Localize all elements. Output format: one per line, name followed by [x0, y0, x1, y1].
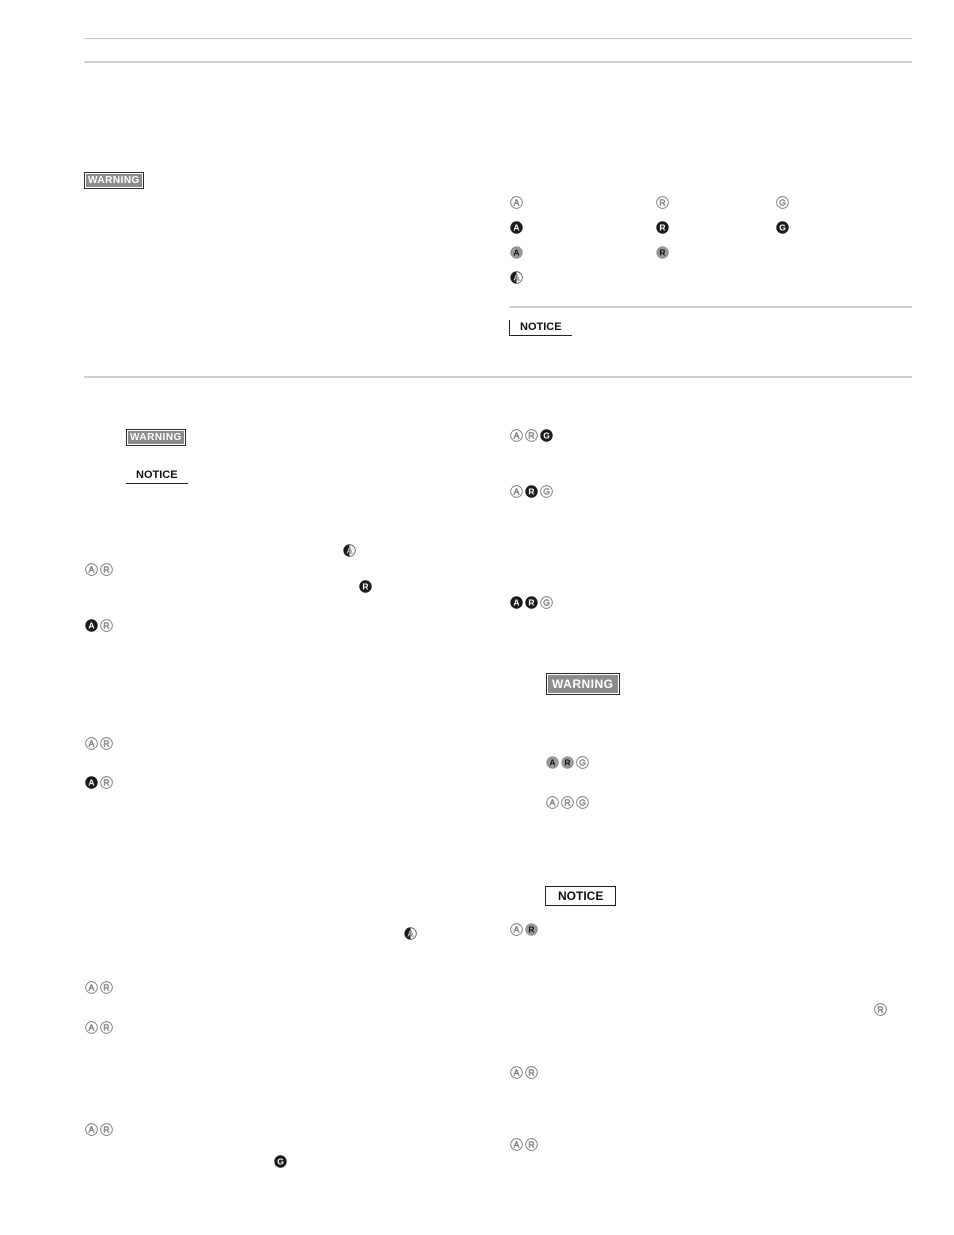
- icon-letter: A: [88, 620, 95, 631]
- header-rule-top: [84, 38, 912, 39]
- icon-letter: A: [513, 1139, 520, 1150]
- icon-letter: A: [346, 545, 353, 556]
- outline-r-icon: [561, 796, 574, 809]
- outline-g-icon: [776, 196, 789, 209]
- icon-group: [85, 563, 113, 576]
- icon-letter: R: [103, 620, 110, 631]
- solid-r-icon: [359, 580, 372, 593]
- icon-letter: A: [88, 564, 95, 575]
- outline-r-icon: [100, 737, 113, 750]
- solid-r-icon: [525, 596, 538, 609]
- icon-letter: R: [659, 197, 666, 208]
- icon-letter: A: [513, 924, 520, 935]
- icon-letter: R: [564, 757, 571, 768]
- icon-group: [546, 756, 589, 769]
- icon-letter: A: [513, 222, 520, 233]
- icon-letter: G: [277, 1156, 284, 1167]
- icon-letter: A: [513, 247, 520, 258]
- icon-letter: G: [579, 757, 586, 768]
- outline-a-icon: [510, 923, 523, 936]
- icon-letter: A: [88, 738, 95, 749]
- outline-r-icon: [525, 1066, 538, 1079]
- icon-letter: R: [103, 982, 110, 993]
- icon-letter: A: [88, 1022, 95, 1033]
- icon-letter: A: [513, 1067, 520, 1078]
- outline-r-icon: [100, 563, 113, 576]
- outline-r-icon: [525, 429, 538, 442]
- solid-g-icon: [776, 221, 789, 234]
- icon-group: [85, 737, 113, 750]
- icon-group: [546, 796, 589, 809]
- icon-group: [510, 485, 553, 498]
- icon-group: [85, 619, 113, 632]
- solid-g-icon: [274, 1155, 287, 1168]
- icon-letter: G: [543, 597, 550, 608]
- outline-r-icon: [874, 1003, 887, 1016]
- outline-a-icon: [85, 981, 98, 994]
- icon-letter: R: [528, 486, 535, 497]
- icon-letter: R: [103, 1022, 110, 1033]
- outline-a-icon: [510, 429, 523, 442]
- icon-letter: R: [564, 797, 571, 808]
- outline-a-icon: [510, 1066, 523, 1079]
- gray-a-icon: [510, 246, 523, 259]
- icon-group: [85, 1123, 113, 1136]
- outline-r-icon: [100, 1123, 113, 1136]
- icon-letter: A: [88, 982, 95, 993]
- outline-r-icon: [100, 981, 113, 994]
- solid-r-icon: [525, 485, 538, 498]
- outline-a-icon: [510, 196, 523, 209]
- icon-letter: R: [528, 597, 535, 608]
- half-a-icon: [404, 927, 417, 940]
- outline-r-icon: [656, 196, 669, 209]
- notice-label: NOTICE: [509, 320, 572, 336]
- solid-a-icon: [85, 776, 98, 789]
- gray-r-icon: [525, 923, 538, 936]
- section-divider: [84, 376, 912, 378]
- gray-a-icon: [546, 756, 559, 769]
- outline-a-icon: [510, 485, 523, 498]
- outline-a-icon: [85, 563, 98, 576]
- icon-letter: G: [779, 222, 786, 233]
- icon-letter: A: [513, 272, 520, 283]
- outline-a-icon: [85, 737, 98, 750]
- notice-label: NOTICE: [126, 469, 188, 484]
- outline-a-icon: [85, 1123, 98, 1136]
- icon-letter: G: [779, 197, 786, 208]
- icon-letter: R: [659, 247, 666, 258]
- icon-letter: A: [88, 1124, 95, 1135]
- solid-g-icon: [540, 429, 553, 442]
- icon-group: [510, 429, 553, 442]
- outline-g-icon: [576, 796, 589, 809]
- icon-letter: A: [513, 486, 520, 497]
- legend-divider: [509, 306, 912, 308]
- icon-letter: A: [88, 777, 95, 788]
- solid-a-icon: [85, 619, 98, 632]
- icon-group: [510, 923, 538, 936]
- icon-letter: G: [543, 430, 550, 441]
- icon-letter: R: [528, 1139, 535, 1150]
- solid-r-icon: [656, 221, 669, 234]
- icon-letter: R: [528, 1067, 535, 1078]
- notice-label: NOTICE: [545, 886, 616, 906]
- outline-g-icon: [576, 756, 589, 769]
- outline-a-icon: [510, 1138, 523, 1151]
- warning-label: WARNING: [546, 673, 620, 695]
- icon-letter: A: [549, 797, 556, 808]
- outline-r-icon: [100, 619, 113, 632]
- outline-g-icon: [540, 485, 553, 498]
- outline-r-icon: [100, 1021, 113, 1034]
- icon-letter: R: [877, 1004, 884, 1015]
- icon-letter: R: [103, 564, 110, 575]
- icon-letter: R: [528, 430, 535, 441]
- outline-g-icon: [540, 596, 553, 609]
- half-a-icon: [510, 271, 523, 284]
- icon-letter: R: [362, 581, 369, 592]
- icon-letter: A: [513, 197, 520, 208]
- icon-group: [510, 596, 553, 609]
- solid-a-icon: [510, 596, 523, 609]
- solid-a-icon: [510, 221, 523, 234]
- icon-group: [85, 1021, 113, 1034]
- icon-letter: R: [528, 924, 535, 935]
- icon-letter: A: [549, 757, 556, 768]
- icon-letter: G: [579, 797, 586, 808]
- warning-label: WARNING: [84, 172, 144, 189]
- warning-label: WARNING: [126, 429, 186, 446]
- gray-r-icon: [561, 756, 574, 769]
- icon-letter: R: [103, 738, 110, 749]
- icon-letter: G: [543, 486, 550, 497]
- outline-a-icon: [546, 796, 559, 809]
- icon-letter: R: [103, 777, 110, 788]
- outline-r-icon: [100, 776, 113, 789]
- half-a-icon: [343, 544, 356, 557]
- icon-letter: R: [103, 1124, 110, 1135]
- icon-letter: A: [513, 430, 520, 441]
- outline-r-icon: [525, 1138, 538, 1151]
- icon-group: [510, 1138, 538, 1151]
- icon-group: [85, 981, 113, 994]
- icon-group: [85, 776, 113, 789]
- outline-a-icon: [85, 1021, 98, 1034]
- icon-letter: A: [513, 597, 520, 608]
- icon-letter: A: [407, 928, 414, 939]
- gray-r-icon: [656, 246, 669, 259]
- header-rule-bottom: [84, 61, 912, 63]
- icon-group: [510, 1066, 538, 1079]
- icon-letter: R: [659, 222, 666, 233]
